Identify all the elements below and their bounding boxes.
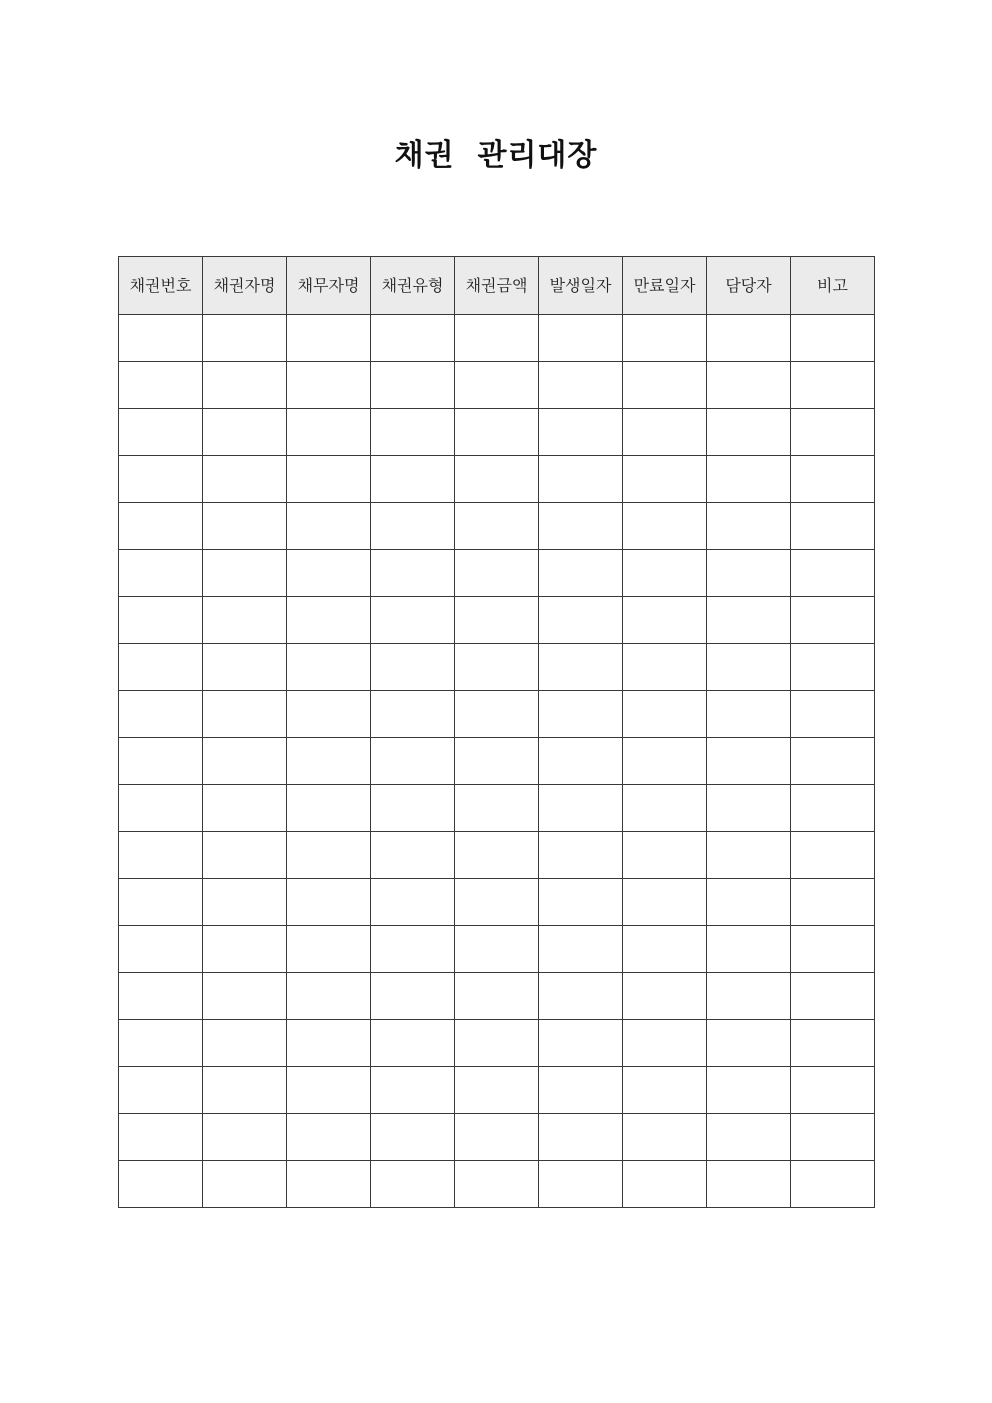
column-header: [455, 257, 539, 315]
table-cell[interactable]: [287, 785, 371, 832]
column-header: [707, 257, 791, 315]
table-cell[interactable]: [539, 409, 623, 456]
table-cell[interactable]: [203, 550, 287, 597]
table-cell[interactable]: [203, 597, 287, 644]
table-cell[interactable]: [623, 456, 707, 503]
table-cell[interactable]: [203, 1067, 287, 1114]
table-body: [119, 315, 875, 1208]
table-cell[interactable]: [119, 832, 203, 879]
table-cell[interactable]: [707, 1020, 791, 1067]
table-cell[interactable]: [203, 1114, 287, 1161]
table-cell[interactable]: [287, 362, 371, 409]
table-cell[interactable]: [455, 738, 539, 785]
table-cell[interactable]: [203, 926, 287, 973]
column-header: [623, 257, 707, 315]
table-cell[interactable]: [287, 503, 371, 550]
table-cell[interactable]: [203, 738, 287, 785]
table-row: [119, 926, 875, 973]
table-cell[interactable]: [371, 973, 455, 1020]
table-cell[interactable]: [371, 362, 455, 409]
table-cell[interactable]: [371, 409, 455, 456]
table-cell[interactable]: [203, 456, 287, 503]
table-cell[interactable]: [119, 1114, 203, 1161]
table-cell[interactable]: [539, 832, 623, 879]
table-cell[interactable]: [623, 879, 707, 926]
table-cell[interactable]: [371, 1114, 455, 1161]
table-cell[interactable]: [119, 503, 203, 550]
table-row: [119, 832, 875, 879]
table-cell[interactable]: [119, 973, 203, 1020]
table-cell[interactable]: [287, 973, 371, 1020]
table-cell[interactable]: [791, 315, 875, 362]
table-row: [119, 644, 875, 691]
table-cell[interactable]: [371, 503, 455, 550]
table-cell[interactable]: [203, 691, 287, 738]
table-row: [119, 550, 875, 597]
table-cell[interactable]: [287, 1020, 371, 1067]
table-cell[interactable]: [455, 1161, 539, 1208]
table-cell[interactable]: [623, 503, 707, 550]
table-cell[interactable]: [119, 456, 203, 503]
table-cell[interactable]: [791, 503, 875, 550]
table-cell[interactable]: [455, 1020, 539, 1067]
table-header-row: [119, 257, 875, 315]
table-cell[interactable]: [623, 315, 707, 362]
table-cell[interactable]: [623, 550, 707, 597]
table-cell[interactable]: [455, 409, 539, 456]
table-cell[interactable]: [623, 691, 707, 738]
table-cell[interactable]: [287, 1161, 371, 1208]
table-cell[interactable]: [539, 597, 623, 644]
table-cell[interactable]: [287, 456, 371, 503]
table-cell[interactable]: [539, 1067, 623, 1114]
table-cell[interactable]: [203, 503, 287, 550]
table-cell[interactable]: [791, 926, 875, 973]
table-cell[interactable]: [623, 1067, 707, 1114]
table-cell[interactable]: [287, 879, 371, 926]
table-cell[interactable]: [623, 644, 707, 691]
table-cell[interactable]: [707, 597, 791, 644]
column-header-label: 만료일자: [633, 276, 696, 295]
table-row: [119, 456, 875, 503]
table-cell[interactable]: [791, 409, 875, 456]
table-cell[interactable]: [539, 926, 623, 973]
table-cell[interactable]: [203, 362, 287, 409]
column-header-label: 발생일자: [549, 276, 612, 295]
table-cell[interactable]: [791, 832, 875, 879]
table-row: [119, 362, 875, 409]
table-cell[interactable]: [287, 926, 371, 973]
table-cell[interactable]: [119, 362, 203, 409]
table-cell[interactable]: [371, 1020, 455, 1067]
table-cell[interactable]: [791, 1161, 875, 1208]
table-cell[interactable]: [707, 456, 791, 503]
table-row: [119, 1161, 875, 1208]
table-row: [119, 879, 875, 926]
column-header-label: 채권자명: [213, 276, 276, 295]
table-cell[interactable]: [539, 879, 623, 926]
page-title: 채권 관리대장: [394, 138, 598, 173]
table-cell[interactable]: [539, 738, 623, 785]
table-cell[interactable]: [371, 691, 455, 738]
table-cell[interactable]: [119, 926, 203, 973]
table-cell[interactable]: [455, 879, 539, 926]
table-cell[interactable]: [203, 644, 287, 691]
column-header-label: 채권유형: [381, 276, 444, 295]
table-cell[interactable]: [455, 315, 539, 362]
table-cell[interactable]: [539, 550, 623, 597]
table-cell[interactable]: [455, 973, 539, 1020]
table-cell[interactable]: [119, 785, 203, 832]
table-cell[interactable]: [455, 1114, 539, 1161]
table-cell[interactable]: [623, 409, 707, 456]
table-cell[interactable]: [707, 879, 791, 926]
table-cell[interactable]: [791, 1067, 875, 1114]
table-cell[interactable]: [455, 550, 539, 597]
bond-ledger-table: [118, 256, 875, 1208]
table-cell[interactable]: [287, 550, 371, 597]
table-cell[interactable]: [119, 691, 203, 738]
table-cell[interactable]: [707, 832, 791, 879]
table-cell[interactable]: [371, 879, 455, 926]
table-cell[interactable]: [371, 785, 455, 832]
table-row: [119, 691, 875, 738]
table-cell[interactable]: [119, 1067, 203, 1114]
table-cell[interactable]: [539, 973, 623, 1020]
table-cell[interactable]: [287, 832, 371, 879]
table-cell[interactable]: [623, 738, 707, 785]
table-cell[interactable]: [119, 1161, 203, 1208]
table-cell[interactable]: [539, 456, 623, 503]
table-cell[interactable]: [539, 644, 623, 691]
table-cell[interactable]: [539, 785, 623, 832]
table-cell[interactable]: [203, 832, 287, 879]
table-cell[interactable]: [455, 362, 539, 409]
table-cell[interactable]: [623, 1161, 707, 1208]
table-cell[interactable]: [539, 362, 623, 409]
table-row: [119, 1067, 875, 1114]
table-row: [119, 503, 875, 550]
table-row: [119, 973, 875, 1020]
column-header: [371, 257, 455, 315]
table-row: [119, 1114, 875, 1161]
column-header-label: 채무자명: [297, 276, 360, 295]
table-cell[interactable]: [791, 691, 875, 738]
table-cell[interactable]: [791, 597, 875, 644]
table-cell[interactable]: [791, 550, 875, 597]
table-cell[interactable]: [455, 456, 539, 503]
table-cell[interactable]: [455, 832, 539, 879]
table-cell[interactable]: [119, 644, 203, 691]
table-cell[interactable]: [539, 315, 623, 362]
table-cell[interactable]: [539, 691, 623, 738]
table-row: [119, 409, 875, 456]
table-cell[interactable]: [119, 315, 203, 362]
table-row: [119, 315, 875, 362]
table-cell[interactable]: [791, 1020, 875, 1067]
table-cell[interactable]: [203, 409, 287, 456]
table-cell[interactable]: [707, 362, 791, 409]
table-cell[interactable]: [623, 926, 707, 973]
table-cell[interactable]: [203, 879, 287, 926]
table-cell[interactable]: [707, 1067, 791, 1114]
column-header-label: 채권금액: [465, 276, 528, 295]
table-cell[interactable]: [707, 503, 791, 550]
table-cell[interactable]: [539, 1020, 623, 1067]
table-cell[interactable]: [119, 879, 203, 926]
table-cell[interactable]: [623, 597, 707, 644]
table-cell[interactable]: [455, 1067, 539, 1114]
table-cell[interactable]: [287, 1114, 371, 1161]
table-cell[interactable]: [791, 644, 875, 691]
column-header: [119, 257, 203, 315]
table-cell[interactable]: [707, 691, 791, 738]
table-cell[interactable]: [119, 1020, 203, 1067]
table-row: [119, 597, 875, 644]
column-header: [539, 257, 623, 315]
table-cell[interactable]: [119, 550, 203, 597]
table-cell[interactable]: [791, 362, 875, 409]
table-cell[interactable]: [707, 785, 791, 832]
table-cell[interactable]: [287, 1067, 371, 1114]
table-cell[interactable]: [791, 879, 875, 926]
table-cell[interactable]: [539, 1114, 623, 1161]
column-header: [203, 257, 287, 315]
table-cell[interactable]: [287, 738, 371, 785]
table-cell[interactable]: [287, 597, 371, 644]
table-cell[interactable]: [455, 503, 539, 550]
table-cell[interactable]: [707, 1114, 791, 1161]
table-cell[interactable]: [623, 973, 707, 1020]
table-cell[interactable]: [791, 1114, 875, 1161]
table-cell[interactable]: [623, 785, 707, 832]
table-cell[interactable]: [119, 738, 203, 785]
table-cell[interactable]: [203, 315, 287, 362]
table-cell[interactable]: [455, 644, 539, 691]
table-cell[interactable]: [203, 785, 287, 832]
table-cell[interactable]: [623, 1114, 707, 1161]
column-header-label: 채권번호: [129, 276, 192, 295]
table-cell[interactable]: [371, 832, 455, 879]
table-cell[interactable]: [707, 1161, 791, 1208]
table-row: [119, 738, 875, 785]
table-cell[interactable]: [203, 973, 287, 1020]
table-cell[interactable]: [707, 644, 791, 691]
table-cell[interactable]: [455, 691, 539, 738]
table-cell[interactable]: [791, 456, 875, 503]
table-row: [119, 785, 875, 832]
table-cell[interactable]: [707, 315, 791, 362]
table-cell[interactable]: [287, 691, 371, 738]
table-cell[interactable]: [455, 597, 539, 644]
table-cell[interactable]: [371, 1161, 455, 1208]
table-cell[interactable]: [371, 1067, 455, 1114]
table-cell[interactable]: [707, 550, 791, 597]
table-cell[interactable]: [203, 1161, 287, 1208]
table-cell[interactable]: [707, 926, 791, 973]
column-header-label: 담당자: [725, 276, 772, 295]
column-header: [287, 257, 371, 315]
table-cell[interactable]: [371, 597, 455, 644]
column-header-label: 비고: [817, 276, 848, 295]
table-cell[interactable]: [791, 785, 875, 832]
table-cell[interactable]: [791, 738, 875, 785]
table-cell[interactable]: [287, 315, 371, 362]
table-cell[interactable]: [371, 456, 455, 503]
table-cell[interactable]: [119, 597, 203, 644]
table-cell[interactable]: [287, 644, 371, 691]
table-cell[interactable]: [623, 1020, 707, 1067]
table-cell[interactable]: [539, 503, 623, 550]
column-header: [791, 257, 875, 315]
table-cell[interactable]: [287, 409, 371, 456]
table-cell[interactable]: [371, 315, 455, 362]
table-cell[interactable]: [707, 973, 791, 1020]
table-cell[interactable]: [791, 973, 875, 1020]
table-cell[interactable]: [707, 409, 791, 456]
table-cell[interactable]: [371, 644, 455, 691]
table-cell[interactable]: [119, 409, 203, 456]
table-row: [119, 1020, 875, 1067]
table-cell[interactable]: [371, 738, 455, 785]
table-cell[interactable]: [539, 1161, 623, 1208]
table-cell[interactable]: [455, 785, 539, 832]
table-cell[interactable]: [203, 1020, 287, 1067]
table-cell[interactable]: [371, 926, 455, 973]
table-cell[interactable]: [371, 550, 455, 597]
table-cell[interactable]: [707, 738, 791, 785]
table-cell[interactable]: [623, 832, 707, 879]
table-cell[interactable]: [455, 926, 539, 973]
table-cell[interactable]: [623, 362, 707, 409]
